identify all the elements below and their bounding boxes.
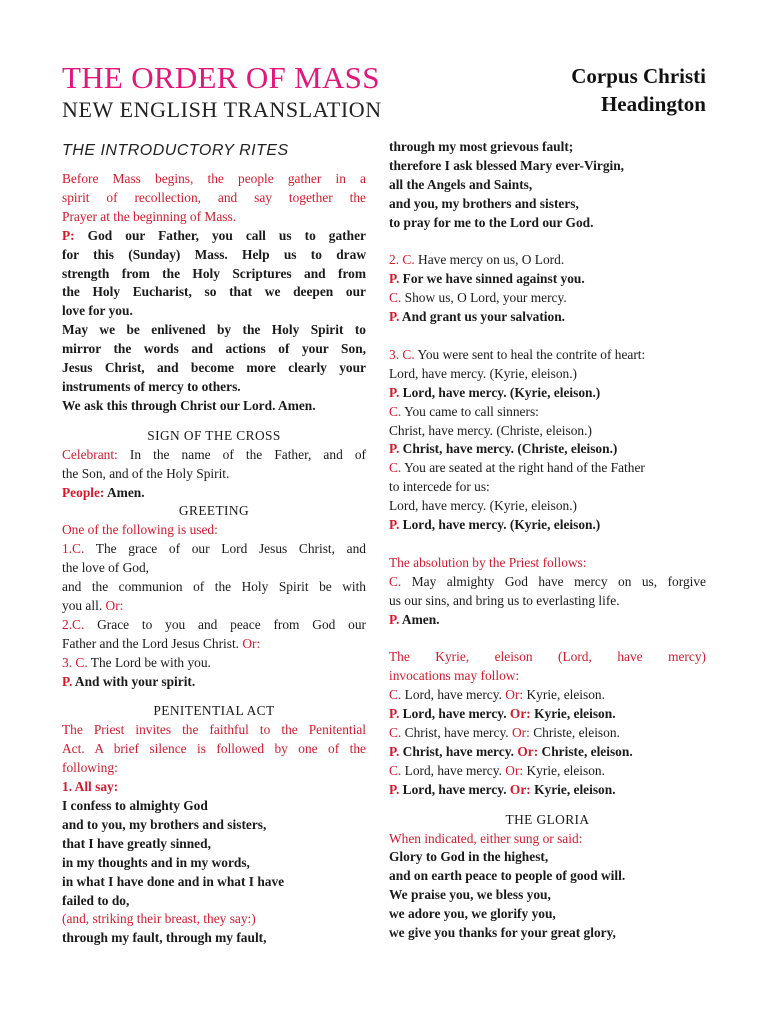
absolution-line: us our sins, and bring us to everlasting life.	[389, 592, 620, 608]
kyrie-text: Lord, have mercy.	[404, 687, 502, 703]
greeting-2-line	[62, 616, 366, 635]
form-3-line	[389, 459, 706, 478]
form-3-line	[389, 346, 706, 365]
kyrie-alt-text: Kyrie, eleison.	[534, 706, 616, 722]
celebrant-text: In the name of the Father, and of	[129, 446, 366, 462]
greeting-3-label: 3. C.	[62, 654, 88, 670]
left-column	[62, 138, 366, 948]
prayer-line	[62, 227, 366, 246]
gloria-line: Glory to God in the highest,	[389, 849, 549, 865]
form-3-response	[389, 384, 706, 403]
kyrie-rubric-line: The Kyrie, eleison (Lord, have mercy)	[389, 649, 706, 665]
heading-sign-of-the-cross: SIGN OF THE CROSS	[147, 427, 281, 443]
form-2-line	[389, 251, 706, 270]
form-2-response	[389, 308, 706, 327]
kyrie-line	[389, 762, 706, 781]
or-label: Or:	[517, 743, 539, 759]
people-label: P.	[389, 611, 400, 627]
kyrie-response	[389, 705, 706, 724]
parish-name	[571, 62, 706, 118]
form-2-response-text: And grant us your salvation.	[401, 309, 566, 325]
form-3-response-text: Lord, have mercy. (Kyrie, eleison.)	[402, 517, 601, 533]
confiteor-line: and to you, my brothers and sisters,	[62, 816, 267, 832]
gloria-rubric: When indicated, either sung or said:	[389, 830, 583, 846]
form-2-label: 2. C.	[389, 252, 415, 268]
form-3-line: Christ, have mercy. (Christe, eleison.)	[389, 422, 592, 438]
confiteor-line: in what I have done and in what I have	[62, 873, 285, 889]
people-label: P.	[389, 517, 400, 533]
breast-striking-rubric: (and, striking their breast, they say:)	[62, 911, 256, 927]
celebrant-label: C.	[389, 460, 402, 476]
kyrie-line	[389, 724, 706, 743]
kyrie-alt-text: Kyrie, eleison.	[534, 781, 616, 797]
people-response	[62, 484, 366, 503]
form-3-text: You came to call sinners:	[404, 403, 539, 419]
form-3-response	[389, 440, 706, 459]
form-3-text: You are seated at the right hand of the Father	[404, 460, 645, 476]
greeting-1-line: the love of God,	[62, 560, 150, 576]
people-label: P.	[389, 271, 400, 287]
penitential-rubric	[62, 721, 366, 778]
intro-rubric-line: Prayer at the beginning of Mass.	[62, 208, 237, 224]
heading-penitential-act: PENITENTIAL ACT	[153, 703, 275, 719]
greeting-3-line	[62, 654, 366, 673]
right-column	[389, 138, 706, 943]
kyrie-rubric	[389, 648, 706, 686]
or-label: Or:	[242, 635, 261, 651]
form-3-line: Lord, have mercy. (Kyrie, eleison.)	[389, 498, 578, 514]
people-label: P.	[62, 673, 73, 689]
kyrie-response	[389, 781, 706, 800]
form-2-line	[389, 289, 706, 308]
celebrant-line: the Son, and of the Holy Spirit.	[62, 465, 230, 481]
celebrant-line	[62, 446, 366, 465]
form-3-response	[389, 516, 706, 535]
confiteor-line: that I have greatly sinned,	[62, 835, 211, 851]
people-text: Amen.	[107, 484, 145, 500]
greeting-1-label: 1.C.	[62, 541, 85, 557]
penitential-rubric-line: The Priest invites the faithful to the Penitential	[62, 722, 366, 738]
intro-rubric	[62, 170, 366, 227]
greeting-2-text: Grace to you and peace from God our	[97, 616, 366, 632]
kyrie-response	[389, 743, 706, 762]
or-label: Or:	[505, 687, 524, 703]
document-title: THE ORDER OF MASS	[62, 60, 380, 95]
prayer-line: for this (Sunday) Mass. Help us to draw	[62, 246, 366, 262]
absolution-line	[389, 573, 706, 592]
gloria-line: We praise you, we bless you,	[389, 887, 551, 903]
prayer-text: God our Father, you call us to gather	[87, 227, 366, 243]
confiteor-line: therefore I ask blessed Mary ever-Virgin,	[389, 157, 625, 173]
heading-greeting: GREETING	[178, 503, 250, 519]
prayer-line: instruments of mercy to others.	[62, 378, 241, 394]
greeting-response-text: And with your spirit.	[74, 673, 196, 689]
greeting-1-text: The grace of our Lord Jesus Christ, and	[95, 541, 366, 557]
confiteor-line: I confess to almighty God	[62, 798, 208, 813]
or-label: Or:	[105, 597, 124, 613]
form-3-line	[389, 403, 706, 422]
prayer-line: the Holy Eucharist, so that we deepen our	[62, 284, 366, 300]
confiteor-line: all the Angels and Saints,	[389, 176, 533, 192]
kyrie-alt-text: Kyrie, eleison.	[526, 687, 605, 703]
form-3-label: 3. C.	[389, 346, 415, 362]
kyrie-text: Lord, have mercy.	[402, 781, 507, 797]
gloria-line: and on earth peace to people of good will.	[389, 868, 626, 884]
confiteor-line: and you, my brothers and sisters,	[389, 195, 579, 211]
penitential-rubric-line: following:	[62, 760, 118, 776]
prayer-line: Jesus Christ, and become more clearly your	[62, 360, 366, 376]
form-3-line: Lord, have mercy. (Kyrie, eleison.)	[389, 365, 578, 381]
document-subtitle: NEW ENGLISH TRANSLATION	[62, 97, 382, 122]
absolution-response-text: Amen.	[401, 611, 440, 627]
absolution-text: May almighty God have mercy on us, forgive	[411, 573, 706, 589]
people-label: P.	[389, 309, 400, 325]
celebrant-label: C.	[389, 762, 402, 778]
celebrant-label: C.	[389, 573, 402, 589]
opening-prayer	[62, 227, 366, 416]
kyrie-alt-text: Christe, eleison.	[533, 725, 620, 741]
all-say-label: 1. All say:	[62, 779, 119, 795]
greeting-2-label: 2.C.	[62, 616, 85, 632]
form-2-text: Show us, O Lord, your mercy.	[404, 290, 567, 306]
parish-name-line2: Headington	[600, 92, 706, 116]
form-3-line: to intercede for us:	[389, 479, 490, 495]
celebrant-label: C.	[389, 687, 402, 703]
people-label: People:	[62, 484, 105, 500]
confiteor-line: through my fault, through my fault,	[62, 930, 267, 946]
greeting-rubric: One of the following is used:	[62, 522, 218, 538]
confiteor-line: in my thoughts and in my words,	[62, 854, 250, 870]
gloria-line: we adore you, we glorify you,	[389, 906, 556, 922]
kyrie-alt-text: Christe, eleison.	[541, 743, 633, 759]
greeting-2-text: Father and the Lord Jesus Christ.	[62, 635, 240, 651]
confiteor-line: through my most grievous fault;	[389, 139, 574, 154]
kyrie-rubric-line: invocations may follow:	[389, 668, 520, 684]
kyrie-text: Lord, have mercy.	[402, 706, 507, 722]
confiteor	[62, 797, 366, 910]
people-label: P.	[389, 384, 400, 400]
intro-rubric-line: Before Mass begins, the people gather in a	[62, 171, 366, 186]
greeting-1-text: you all.	[62, 597, 103, 613]
kyrie-line	[389, 686, 706, 705]
priest-label: P:	[62, 227, 75, 243]
kyrie-text: Christ, have mercy.	[404, 725, 509, 741]
heading-gloria: THE GLORIA	[505, 811, 590, 827]
greeting-2-line	[62, 635, 366, 654]
or-label: Or:	[509, 706, 531, 722]
celebrant-label: C.	[389, 725, 402, 741]
absolution-response	[389, 611, 706, 630]
greeting-1-line: and the communion of the Holy Spirit be with	[62, 579, 366, 595]
kyrie-text: Lord, have mercy.	[404, 762, 502, 778]
confiteor-line: failed to do,	[62, 892, 130, 908]
or-label: Or:	[505, 762, 524, 778]
penitential-rubric-line: Act. A brief silence is followed by one of the	[62, 741, 366, 757]
prayer-line: May we be enlivened by the Holy Spirit to	[62, 322, 366, 338]
gloria-line: we give you thanks for your great glory,	[389, 925, 616, 941]
greeting-3-text: The Lord be with you.	[90, 654, 211, 670]
people-label: P.	[389, 441, 400, 457]
prayer-line: We ask this through Christ our Lord. Amen.	[62, 397, 316, 413]
greeting-1-line	[62, 540, 366, 559]
people-label: P.	[389, 743, 400, 759]
confiteor-line: to pray for me to the Lord our God.	[389, 214, 594, 230]
section-title-introductory-rites: THE INTRODUCTORY RITES	[62, 142, 289, 159]
kyrie-text: Christ, have mercy.	[402, 743, 514, 759]
confiteor-continued	[389, 138, 706, 233]
parish-name-line1: Corpus Christi	[571, 64, 706, 88]
form-3-response-text: Lord, have mercy. (Kyrie, eleison.)	[402, 384, 601, 400]
absolution-rubric: The absolution by the Priest follows:	[389, 554, 587, 570]
intro-rubric-line: spirit of recollection, and say together the	[62, 189, 366, 205]
celebrant-label: C.	[389, 403, 402, 419]
form-3-response-text: Christ, have mercy. (Christe, eleison.)	[402, 441, 618, 457]
prayer-line: mirror the words and actions of your Son,	[62, 341, 366, 357]
celebrant-label: Celebrant:	[62, 446, 118, 462]
or-label: Or:	[509, 781, 531, 797]
kyrie-alt-text: Kyrie, eleison.	[526, 762, 605, 778]
form-2-response-text: For we have sinned against you.	[402, 271, 585, 287]
people-label: P.	[389, 781, 400, 797]
form-2-text: Have mercy on us, O Lord.	[418, 252, 565, 268]
form-2-response	[389, 270, 706, 289]
or-label: Or:	[512, 725, 530, 741]
gloria-text	[389, 848, 706, 943]
people-label: P.	[389, 706, 400, 722]
greeting-response	[62, 673, 366, 692]
celebrant-label: C.	[389, 290, 402, 306]
form-3-text: You were sent to heal the contrite of heart:	[417, 346, 646, 362]
prayer-line: love for you.	[62, 303, 133, 319]
prayer-line: strength from the Holy Scriptures and from	[62, 265, 366, 281]
greeting-1-line	[62, 597, 366, 616]
